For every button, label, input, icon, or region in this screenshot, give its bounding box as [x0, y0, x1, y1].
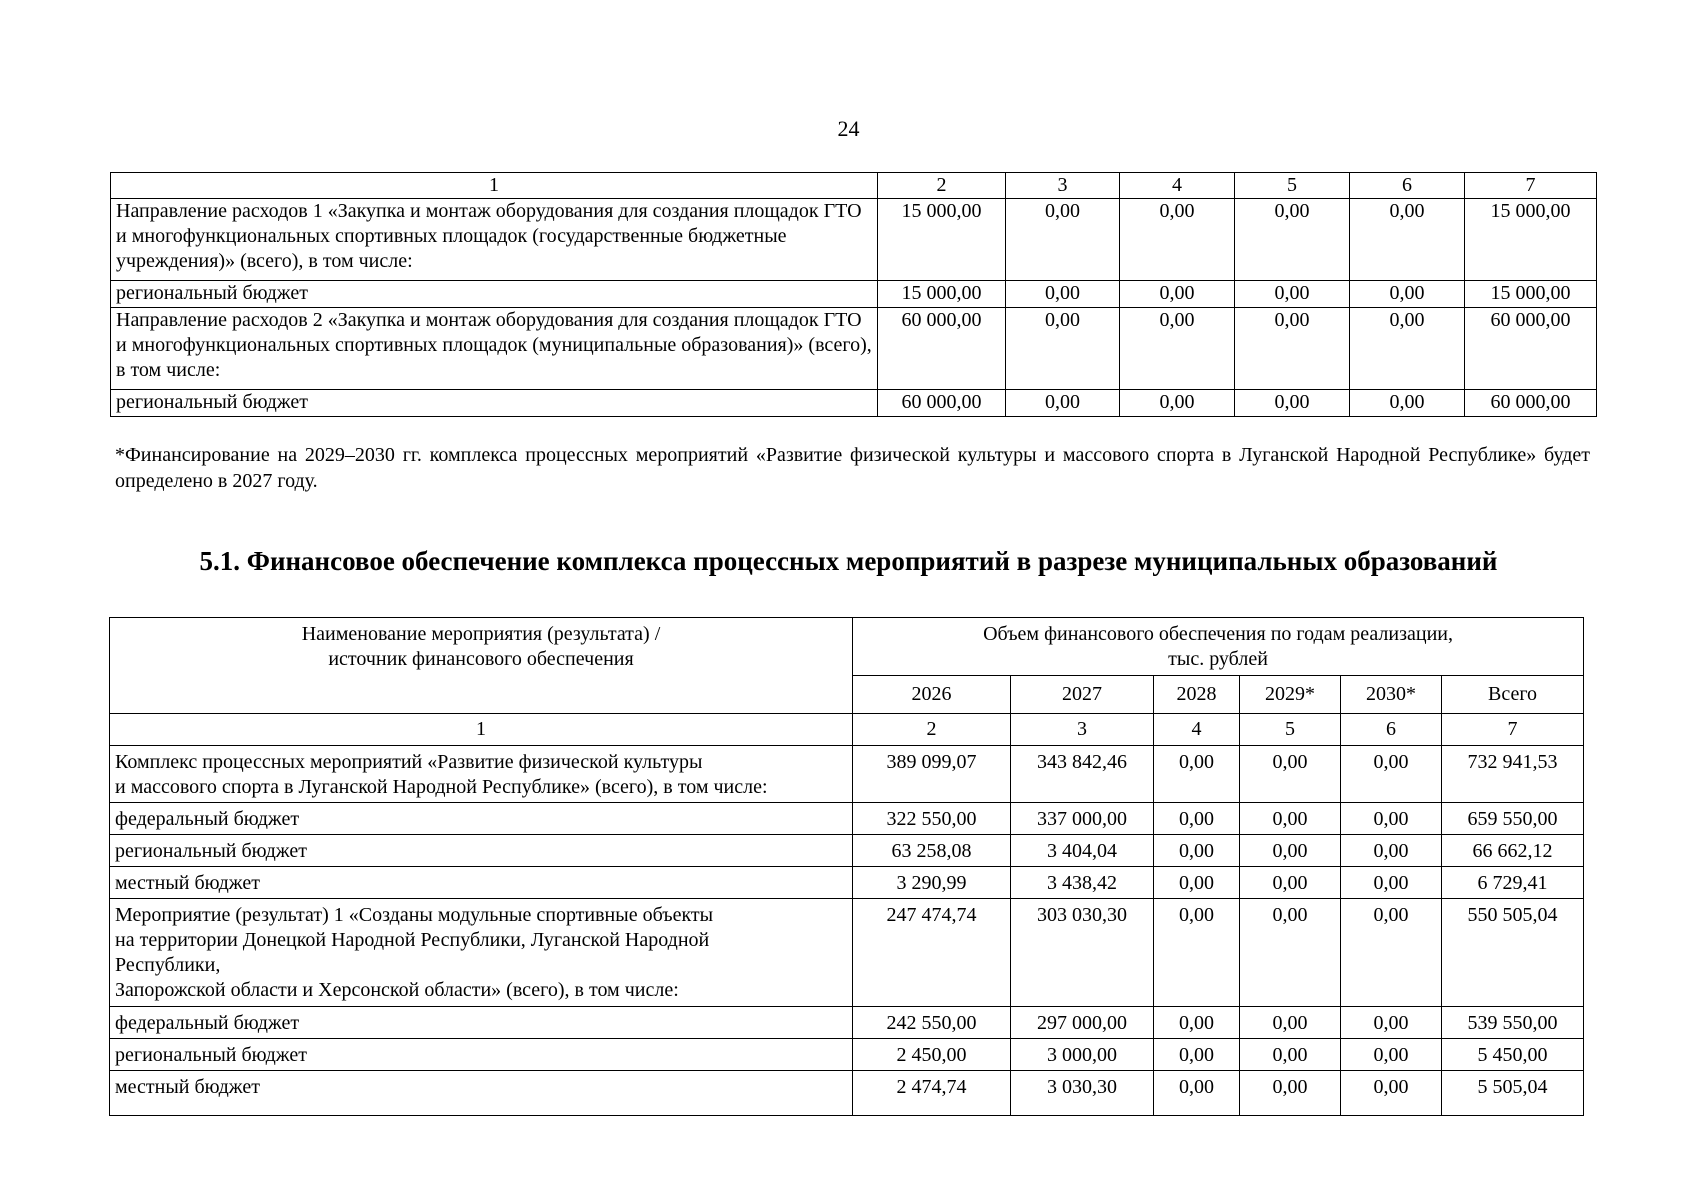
value-cell: 0,00: [1154, 803, 1240, 835]
year-header: 2026: [853, 676, 1011, 714]
value-cell: 15 000,00: [878, 199, 1006, 281]
value-cell: 5 450,00: [1442, 1039, 1584, 1071]
column-number: 3: [1006, 173, 1120, 199]
column-number: 7: [1465, 173, 1597, 199]
expenses-table: [110, 172, 1597, 417]
value-cell: 0,00: [1235, 281, 1350, 308]
row-name: Направление расходов 1 «Закупка и монтаж оборудования для создания площадок ГТО и многофункциональных спортивных площадок (государственные бюджетные учреждения)» (всего), в том числе:: [111, 199, 878, 281]
table-row: [110, 867, 1584, 899]
value-cell: 0,00: [1240, 1039, 1341, 1071]
row-name: Направление расходов 2 «Закупка и монтаж оборудования для создания площадок ГТО и многофункциональных спортивных площадок (муниципальные образования)» (всего), в том числе:: [111, 308, 878, 390]
column-number: 4: [1154, 714, 1240, 746]
column-number: 1: [111, 173, 878, 199]
row-name: федеральный бюджет: [110, 803, 853, 835]
row-name-line: Комплекс процессных мероприятий «Развитие физической культуры: [115, 751, 703, 773]
value-cell: 0,00: [1120, 199, 1235, 281]
row-name: федеральный бюджет: [110, 1007, 853, 1039]
column-number-row: [110, 714, 1584, 746]
row-name: [110, 899, 853, 1007]
value-cell: 60 000,00: [1465, 390, 1597, 417]
value-cell: 0,00: [1240, 1007, 1341, 1039]
financing-table: [109, 617, 1584, 1116]
value-cell: 0,00: [1341, 867, 1442, 899]
name-column-header: [110, 618, 853, 714]
value-cell: 0,00: [1154, 899, 1240, 1007]
value-cell: 550 505,04: [1442, 899, 1584, 1007]
value-cell: 303 030,30: [1011, 899, 1154, 1007]
row-name: местный бюджет: [110, 1071, 853, 1116]
value-cell: 0,00: [1341, 746, 1442, 803]
section-title: 5.1. Финансовое обеспечение комплекса процессных мероприятий в разрезе муниципальных образований: [199, 546, 1498, 576]
column-number: 7: [1442, 714, 1584, 746]
value-cell: 0,00: [1350, 308, 1465, 390]
value-cell: 0,00: [1154, 1007, 1240, 1039]
value-cell: 0,00: [1006, 308, 1120, 390]
table-row: [110, 1007, 1584, 1039]
row-name: региональный бюджет: [111, 390, 878, 417]
value-cell: 539 550,00: [1442, 1007, 1584, 1039]
value-cell: 0,00: [1006, 281, 1120, 308]
value-cell: 337 000,00: [1011, 803, 1154, 835]
value-cell: 0,00: [1154, 1071, 1240, 1116]
column-number: 6: [1341, 714, 1442, 746]
value-cell: 0,00: [1235, 308, 1350, 390]
value-cell: 0,00: [1240, 835, 1341, 867]
table-row: [110, 899, 1584, 1007]
table-row: [111, 390, 1597, 417]
column-number: 2: [853, 714, 1011, 746]
table-row: [111, 199, 1597, 281]
value-cell: 0,00: [1350, 199, 1465, 281]
value-cell: 0,00: [1341, 1007, 1442, 1039]
table-row: [111, 281, 1597, 308]
year-header: Всего: [1442, 676, 1584, 714]
table-row: [111, 308, 1597, 390]
value-cell: 2 474,74: [853, 1071, 1011, 1116]
value-cell: 0,00: [1120, 281, 1235, 308]
table-header-row: [110, 618, 1584, 676]
value-cell: 3 030,30: [1011, 1071, 1154, 1116]
value-cell: 297 000,00: [1011, 1007, 1154, 1039]
value-cell: 66 662,12: [1442, 835, 1584, 867]
value-cell: 6 729,41: [1442, 867, 1584, 899]
value-cell: 0,00: [1350, 390, 1465, 417]
page-number: 24: [837, 116, 860, 141]
value-cell: 60 000,00: [1465, 308, 1597, 390]
footnote: *Финансирование на 2029–2030 гг. комплекса процессных мероприятий «Развитие физической культуры и массового спорта в Луганской Народной Республике» будет определено в 2027 году.: [115, 444, 1590, 492]
column-number: 5: [1235, 173, 1350, 199]
value-cell: 3 290,99: [853, 867, 1011, 899]
table-row: [110, 1039, 1584, 1071]
value-cell: 3 404,04: [1011, 835, 1154, 867]
row-name: региональный бюджет: [111, 281, 878, 308]
value-cell: 2 450,00: [853, 1039, 1011, 1071]
value-cell: 247 474,74: [853, 899, 1011, 1007]
header-line: Объем финансового обеспечения по годам реализации,: [983, 623, 1453, 645]
row-name: местный бюджет: [110, 867, 853, 899]
value-cell: 0,00: [1240, 1071, 1341, 1116]
value-cell: 15 000,00: [1465, 281, 1597, 308]
value-cell: 0,00: [1240, 803, 1341, 835]
value-cell: 15 000,00: [1465, 199, 1597, 281]
table-row: [110, 835, 1584, 867]
table-row: [110, 803, 1584, 835]
value-cell: 0,00: [1154, 835, 1240, 867]
value-cell: 3 000,00: [1011, 1039, 1154, 1071]
value-cell: 15 000,00: [878, 281, 1006, 308]
value-cell: 242 550,00: [853, 1007, 1011, 1039]
header-line: Наименование мероприятия (результата) /: [301, 623, 661, 645]
value-cell: 0,00: [1006, 390, 1120, 417]
value-cell: 0,00: [1240, 746, 1341, 803]
year-header: 2030*: [1341, 676, 1442, 714]
value-cell: 60 000,00: [878, 390, 1006, 417]
row-name: региональный бюджет: [110, 835, 853, 867]
value-cell: 0,00: [1154, 1039, 1240, 1071]
table-header-row: [111, 173, 1597, 199]
value-cell: 0,00: [1154, 867, 1240, 899]
year-header: 2028: [1154, 676, 1240, 714]
row-name-line: Республики,: [115, 954, 221, 976]
volume-column-header: [853, 618, 1584, 676]
header-line: тыс. рублей: [1168, 648, 1268, 670]
value-cell: 0,00: [1341, 1071, 1442, 1116]
column-number: 4: [1120, 173, 1235, 199]
row-name-line: и массового спорта в Луганской Народной Республике» (всего), в том числе:: [115, 776, 768, 798]
table-row: [110, 746, 1584, 803]
row-name-line: Мероприятие (результат) 1 «Созданы модульные спортивные объекты: [115, 904, 714, 926]
value-cell: 3 438,42: [1011, 867, 1154, 899]
value-cell: 0,00: [1006, 199, 1120, 281]
value-cell: 0,00: [1240, 867, 1341, 899]
value-cell: 732 941,53: [1442, 746, 1584, 803]
column-number: 2: [878, 173, 1006, 199]
value-cell: 659 550,00: [1442, 803, 1584, 835]
row-name-line: на территории Донецкой Народной Республики, Луганской Народной: [115, 929, 710, 951]
row-name: региональный бюджет: [110, 1039, 853, 1071]
column-number: 3: [1011, 714, 1154, 746]
value-cell: 0,00: [1341, 899, 1442, 1007]
value-cell: 0,00: [1341, 1039, 1442, 1071]
value-cell: 343 842,46: [1011, 746, 1154, 803]
value-cell: 60 000,00: [878, 308, 1006, 390]
value-cell: 5 505,04: [1442, 1071, 1584, 1116]
value-cell: 0,00: [1341, 835, 1442, 867]
value-cell: 0,00: [1154, 746, 1240, 803]
year-header: 2027: [1011, 676, 1154, 714]
value-cell: 322 550,00: [853, 803, 1011, 835]
header-line: источник финансового обеспечения: [328, 648, 634, 670]
year-header: 2029*: [1240, 676, 1341, 714]
value-cell: 0,00: [1341, 803, 1442, 835]
column-number: 1: [110, 714, 853, 746]
column-number: 5: [1240, 714, 1341, 746]
value-cell: 0,00: [1235, 390, 1350, 417]
value-cell: 0,00: [1350, 281, 1465, 308]
column-number: 6: [1350, 173, 1465, 199]
value-cell: 0,00: [1120, 390, 1235, 417]
value-cell: 63 258,08: [853, 835, 1011, 867]
value-cell: 0,00: [1240, 899, 1341, 1007]
value-cell: 0,00: [1120, 308, 1235, 390]
row-name-line: Запорожской области и Херсонской области» (всего), в том числе:: [115, 979, 679, 1001]
row-name: [110, 746, 853, 803]
value-cell: 389 099,07: [853, 746, 1011, 803]
value-cell: 0,00: [1235, 199, 1350, 281]
table-row: [110, 1071, 1584, 1116]
